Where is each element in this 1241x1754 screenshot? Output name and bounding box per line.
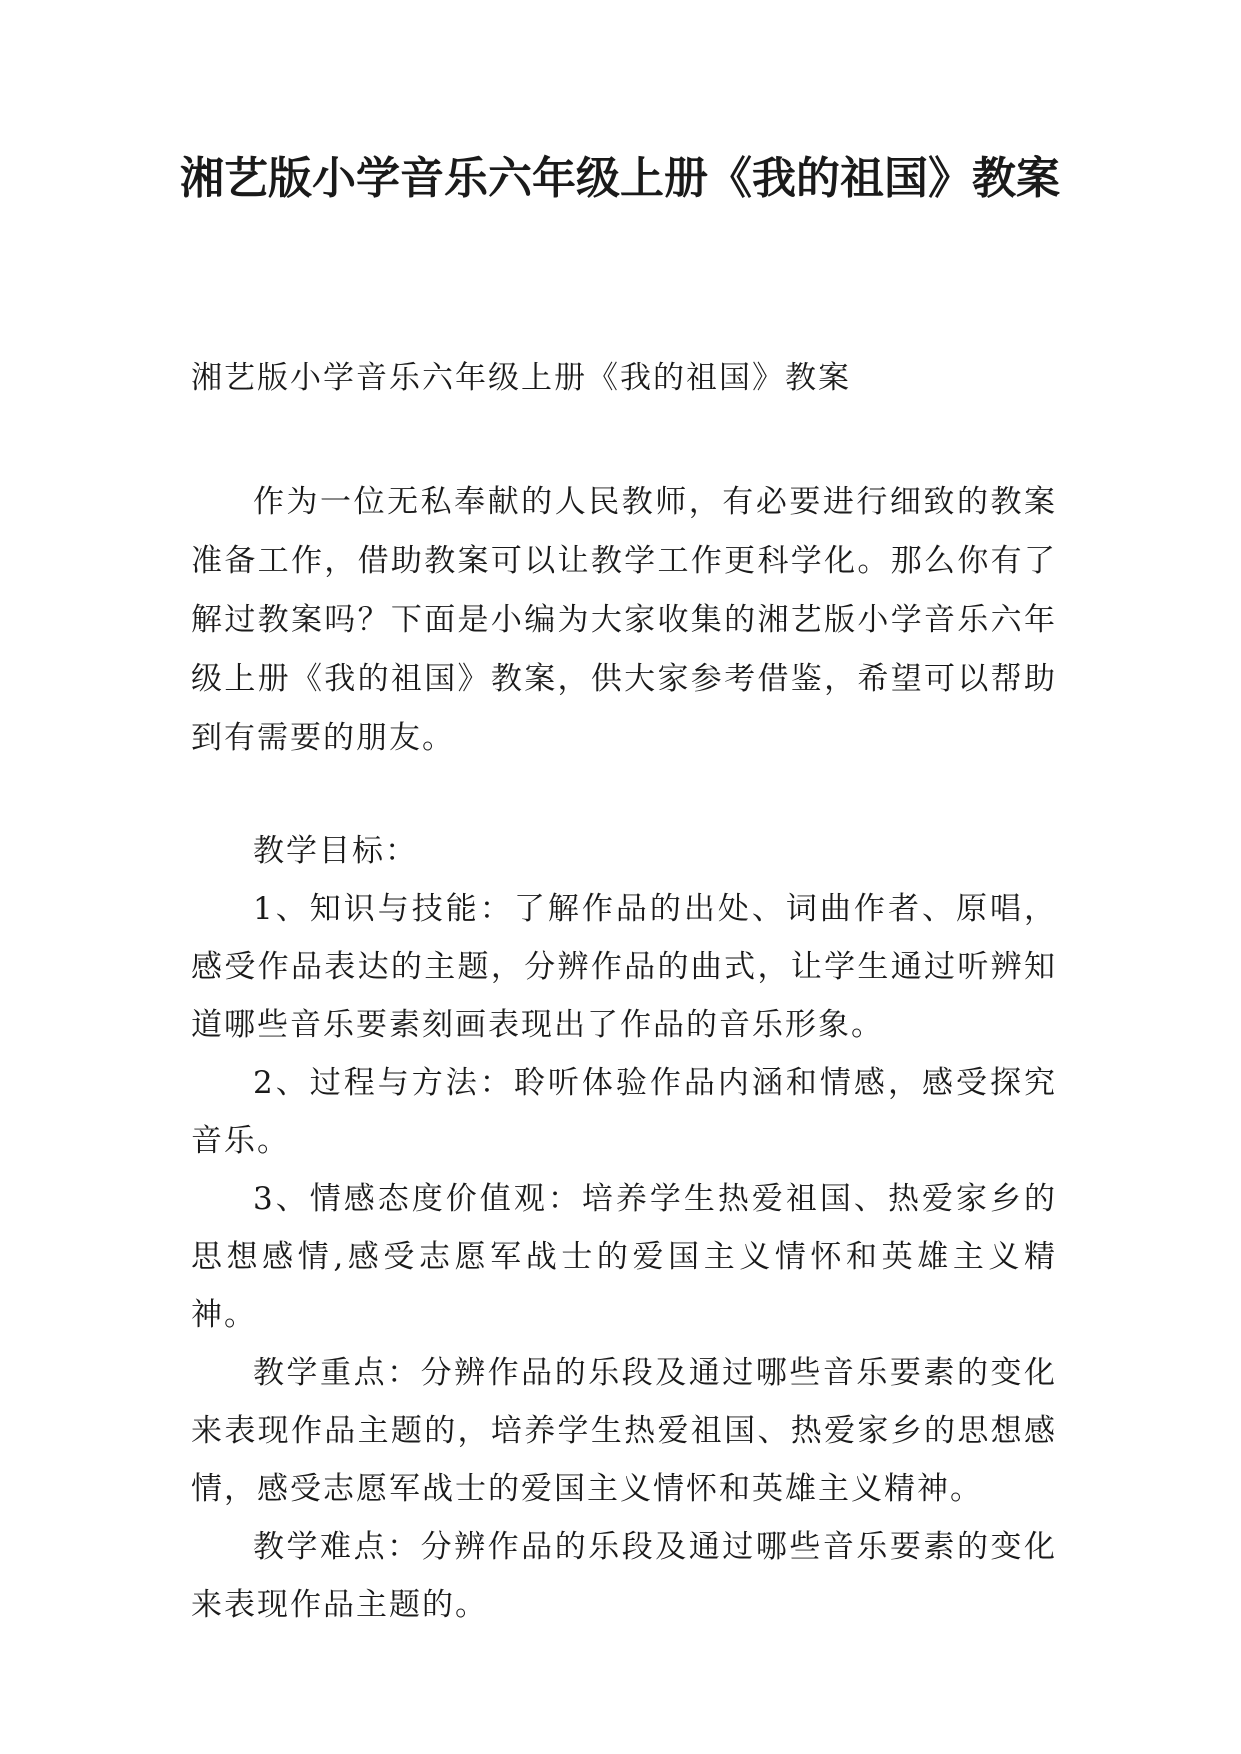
teaching-key-points: 教学重点：分辨作品的乐段及通过哪些音乐要素的变化来表现作品主题的，培养学生热爱祖国、热爱家乡的思想感情，感受志愿军战士的爱国主义情怀和英雄主义精神。 xyxy=(191,1355,1057,1507)
teaching-difficulties: 教学难点：分辨作品的乐段及通过哪些音乐要素的变化来表现作品主题的。 xyxy=(191,1529,1057,1623)
document-subtitle: 湘艺版小学音乐六年级上册《我的祖国》教案 xyxy=(191,360,851,396)
objective-knowledge-skills: 1、知识与技能：了解作品的出处、词曲作者、原唱，感受作品表达的主题，分辨作品的曲式，让学生通过听辨知道哪些音乐要素刻画表现出了作品的音乐形象。 xyxy=(191,891,1057,1043)
intro-paragraph: 作为一位无私奉献的人民教师，有必要进行细致的教案准备工作，借助教案可以让教学工作更科学化。那么你有了解过教案吗？下面是小编为大家收集的湘艺版小学音乐六年级上册《我的祖国》教案，供大家参考借鉴，希望可以帮助到有需要的朋友。 xyxy=(191,484,1057,756)
objective-process-methods: 2、过程与方法：聆听体验作品内涵和情感，感受探究音乐。 xyxy=(191,1065,1057,1159)
objectives-heading: 教学目标： xyxy=(253,833,418,869)
objective-emotion-values: 3、情感态度价值观：培养学生热爱祖国、热爱家乡的思想感情,感受志愿军战士的爱国主义情怀和英雄主义精神。 xyxy=(191,1181,1057,1333)
document-title: 湘艺版小学音乐六年级上册《我的祖国》教案 xyxy=(180,153,1060,204)
lesson-content xyxy=(191,822,1057,1634)
